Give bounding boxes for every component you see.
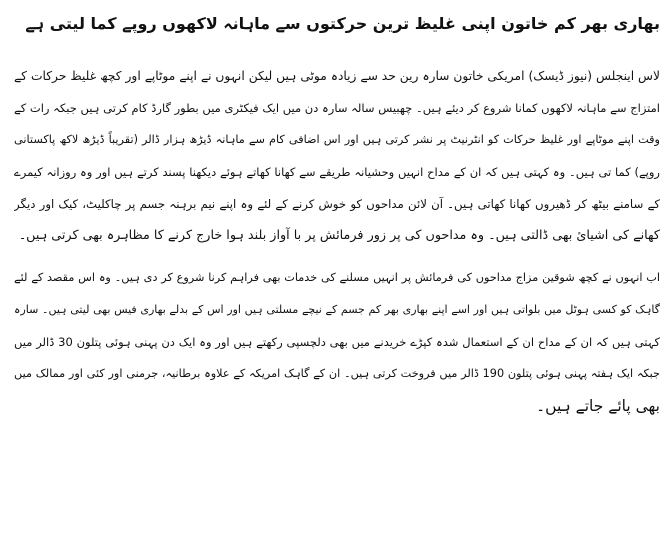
paragraph-line: کھانے کی اشیائ بھی ڈالتی ہیں۔ وہ مداحوں کی پر زور فرمائش پر با آواز بلند ہوا خارج کرنے کا مظاہرہ بھی کرتی ہیں۔ xyxy=(18,228,660,243)
article-paragraph-1 xyxy=(14,60,660,252)
paragraph-line: جبکہ ایک ہفتہ پہنی ہوئی پتلون 190 ڈالر میں فروخت کرتی ہیں۔ ان کے گاہک امریکہ کے علاوہ برطانیہ، جرمنی اور کئی اور ممالک میں xyxy=(14,367,660,380)
paragraph-line: اب انہوں نے کچھ شوقین مزاج مداحوں کی فرمائش پر انہیں مسلنے کی خدمات بھی فراہم کرنا شروع کر دی ہیں۔ وہ اس مقصد کے لئے xyxy=(14,271,660,284)
paragraph-line: امتزاج سے ماہانہ لاکھوں کمانا شروع کر دیئے ہیں۔ چھبیس سالہ سارہ دن میں ایک فیکٹری میں بطور گارڈ کام کرتی ہیں جبکہ رات کے xyxy=(14,101,660,115)
news-article xyxy=(14,0,660,422)
paragraph-line: گاہک کو کسی ہوٹل میں بلواتی ہیں اور اسے اپنے بھاری بھر کم جسم کے نیچے مسلتی ہیں اور اس کے بدلے بھاری فیس بھی لیتی ہیں۔ سارہ xyxy=(14,303,660,316)
paragraph-line: کے سامنے بیٹھ کر ڈھیروں کھانا کھاتی ہیں۔ آن لائن مداحوں کو خوش کرنے کے لئے وہ اپنے نیم برہنہ جسم پر چاکلیٹ، کیک اور دیگر xyxy=(14,197,660,211)
article-paragraph-2 xyxy=(14,262,660,422)
paragraph-line: کہتی ہیں کہ ان کے مداح ان کے استعمال شدہ کپڑے خریدنے میں بھی دلچسپی رکھتے ہیں اور وہ ایک دن پہنی ہوئی پتلون 30 ڈالر میں xyxy=(14,335,660,349)
paragraph-line: وقت اپنے موٹاپے اور غلیظ حرکات کو انٹرنیٹ پر نشر کرتی ہیں اور اس اضافی کام سے ماہانہ ڈیڑھ ہزار ڈالر (تقریباً ڈیڑھ لاکھ پاکستانی xyxy=(14,133,660,146)
paragraph-line: روپے) کما تی ہیں۔ وہ کہتی ہیں کہ ان کے مداح انہیں وحشیانہ طریقے سے کھانا کھاتے ہوئے دیکھنا پسند کرتے ہیں اور وہ روزانہ کیمرے xyxy=(14,165,660,179)
article-headline: بھاری بھر کم خاتون اپنی غلیظ ترین حرکتوں سے ماہانہ لاکھوں روپے کما لیتی ہے xyxy=(25,14,660,33)
paragraph-line: لاس اینجلس (نیوز ڈیسک) امریکی خاتون سارہ رین حد سے زیادہ موٹی ہیں لیکن انہوں نے اپنے موٹاپے اور کچھ غلیظ حرکات کے xyxy=(14,69,660,83)
paragraph-line: بھی پائے جاتے ہیں۔ xyxy=(536,397,660,415)
